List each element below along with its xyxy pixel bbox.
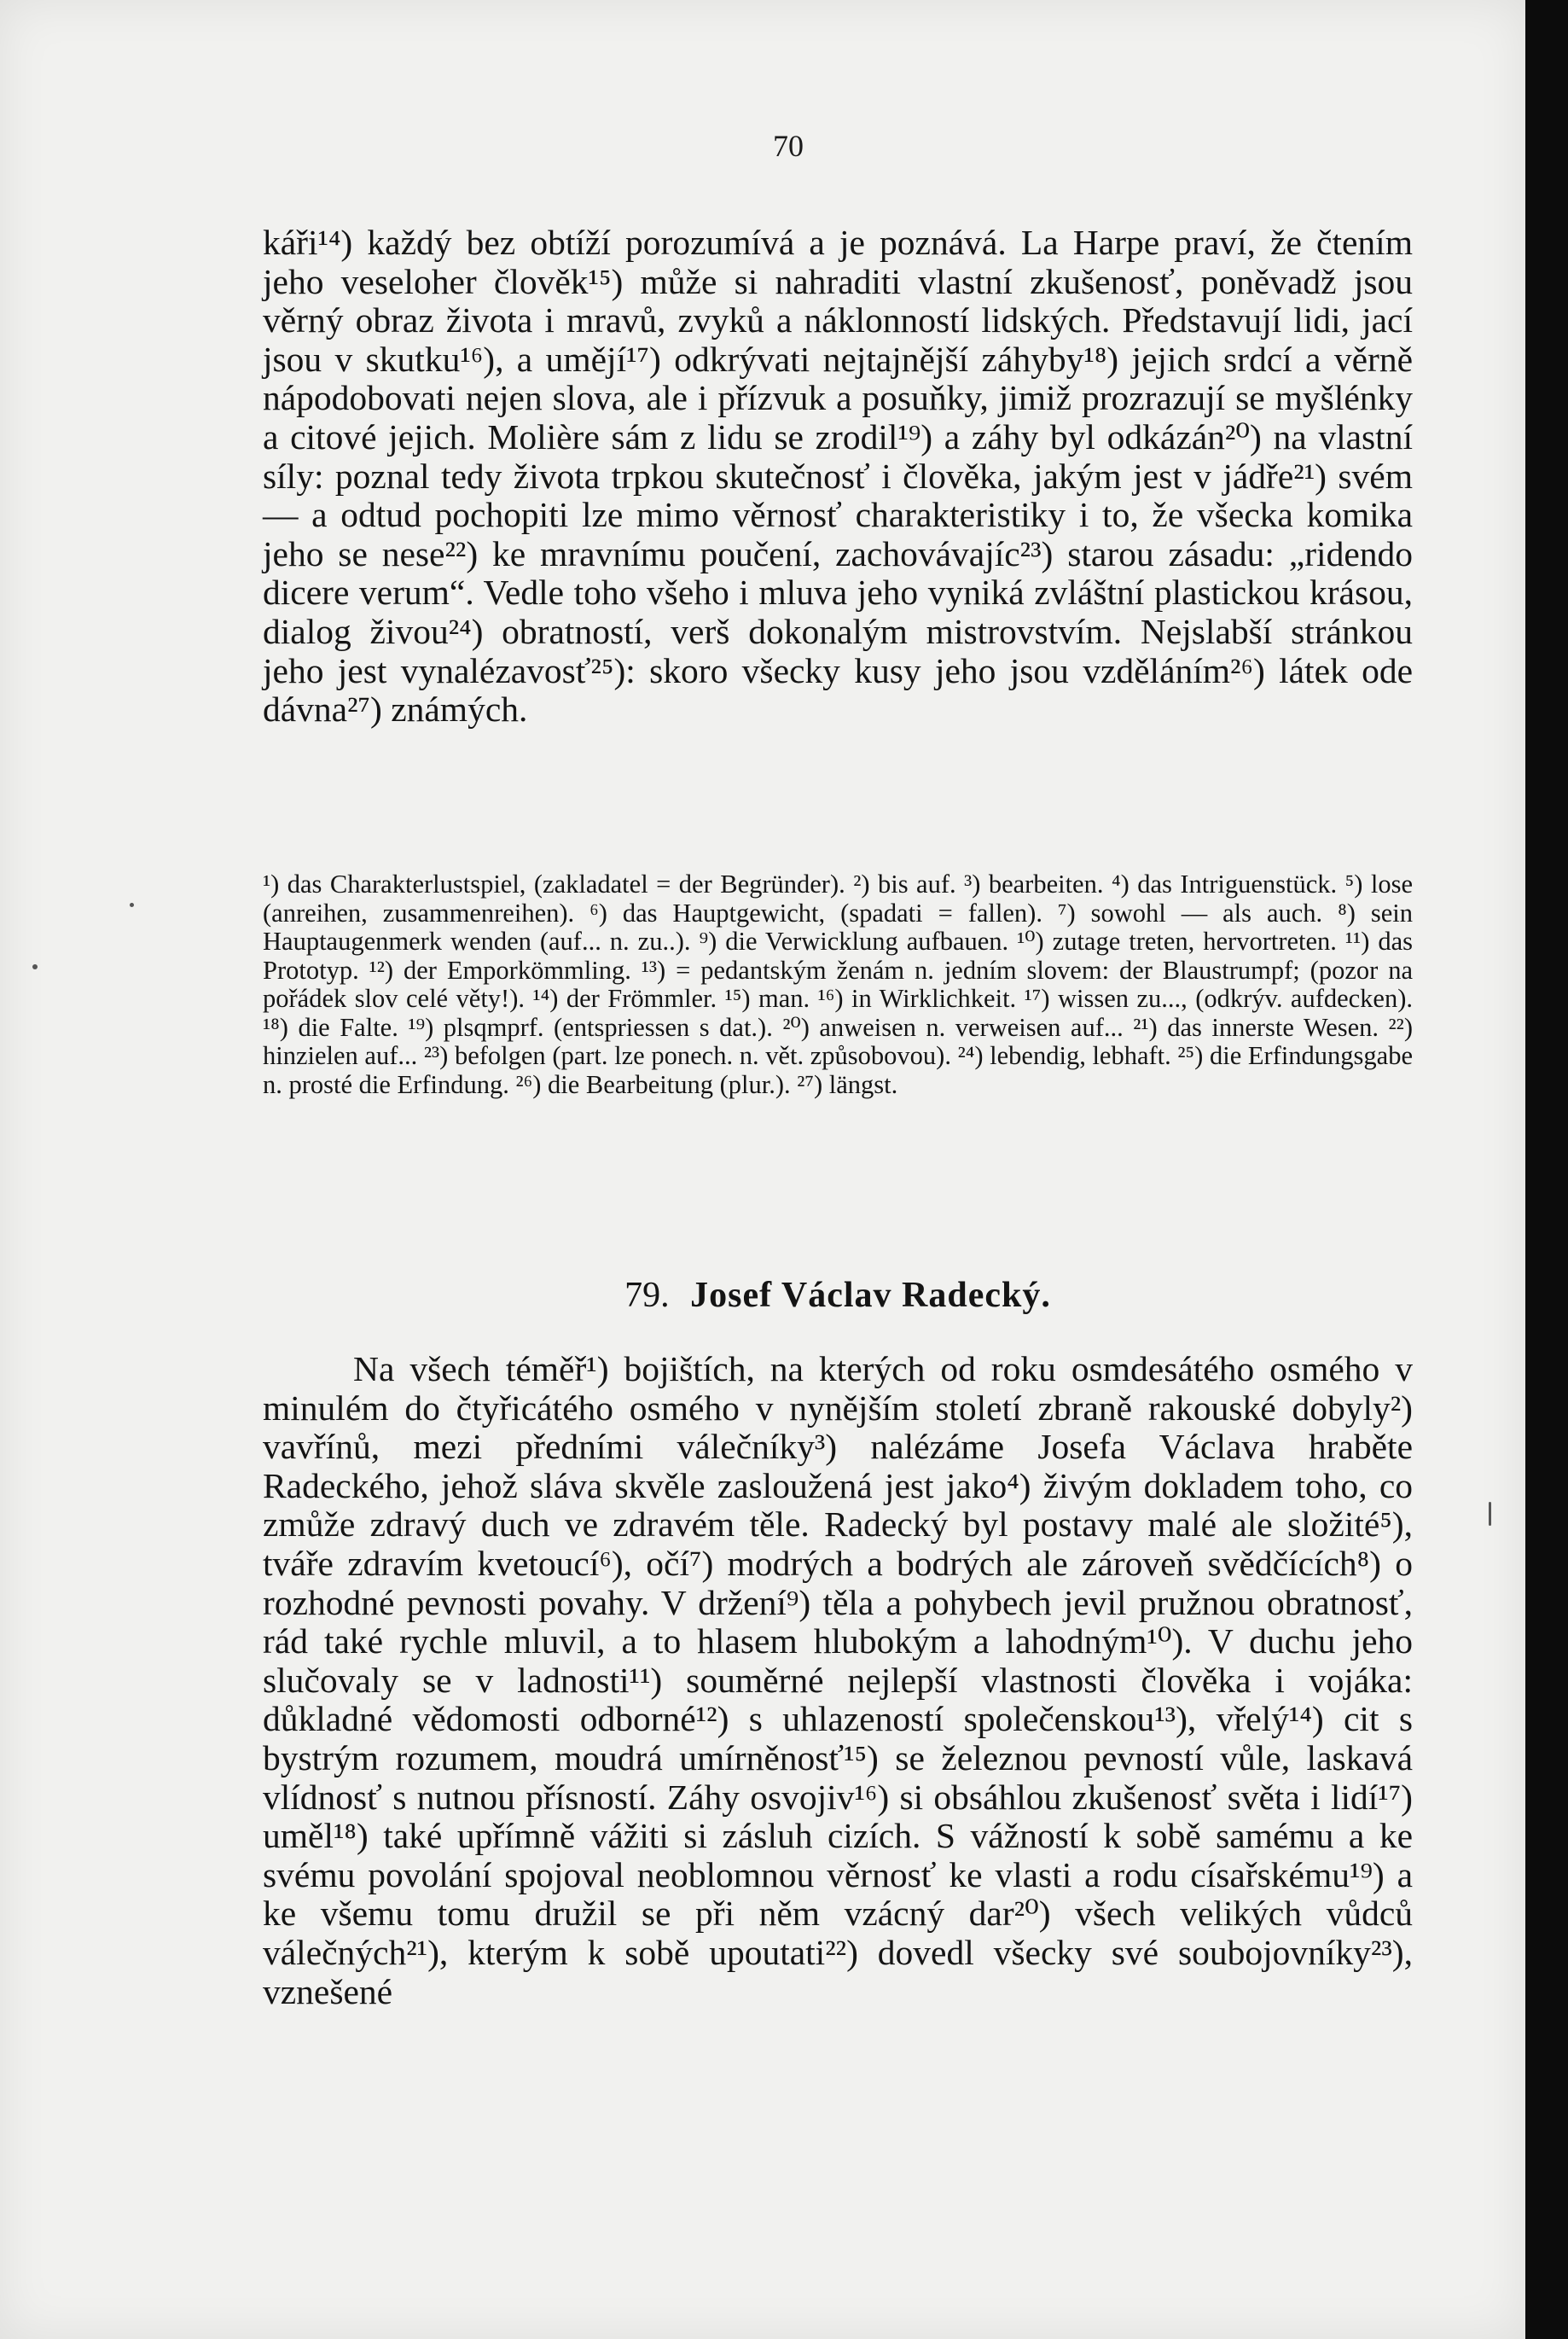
scan-border	[1525, 0, 1568, 2339]
paper-speck	[32, 964, 38, 969]
section-heading	[263, 1275, 1413, 1316]
section-title: Josef Václav Radecký.	[690, 1276, 1051, 1315]
paper-speck	[130, 903, 134, 907]
paper-mark	[1489, 1502, 1491, 1526]
continuation-paragraph	[263, 224, 1413, 730]
section-number: 79.	[624, 1276, 670, 1315]
section-text: Na všech téměř¹) bojištích, na kterých od roku osmdesátého osmého v minulém do čtyřicátého osmého v nynějším století zbraně rakouské dobyly²) vavřínů, mezi předními válečníky³) nalézáme Josefa Václava hraběte Radeckého, jehož sláva skvěle zasloužená jest jako⁴) živým dokladem toho, co zmůže zdravý duch ve zdravém těle. Radecký byl postavy malé ale složité⁵), tváře zdravím kvetoucí⁶), očí⁷) modrých a bodrých ale zároveň svědčících⁸) o rozhodné pevnosti povahy. V držení⁹) těla a pohybech jevil pružnou obratnosť, rád také rychle mluvil, a to hlasem hlubokým a lahodným¹⁰). V duchu jeho slučovaly se v ladnosti¹¹) souměrné nejlepší vlastnosti člověka i vojáka: důkladné vědomosti odborné¹²) s uhlazeností společenskou¹³), vřelý¹⁴) cit s bystrým rozumem, moudrá umírněnosť¹⁵) se železnou pevností vůle, laskavá vlídnosť s nutnou přísností. Záhy osvojiv¹⁶) si obsáhlou zkušenosť světa i lidí¹⁷) uměl¹⁸) také upřímně vážiti si zásluh cizích. S vážností k sobě samému a ke svému povolání spojoval neoblomnou věrnosť ke vlasti a rodu císařskému¹⁹) a ke všemu tomu družil se při něm vzácný dar²⁰) všech velikých vůdců válečných²¹), kterým k sobě upoutati²²) dovedl všecky své soubojovníky²³), vznešené	[263, 1349, 1413, 2011]
footnotes	[263, 870, 1413, 1099]
footnotes-text: ¹) das Charakterlustspiel, (zakladatel = der Begründer). ²) bis auf. ³) bearbeiten. ⁴) das Intriguenstück. ⁵) lose (anreihen, zusammenreihen). ⁶) das Hauptgewicht, (spadati = fallen). ⁷) sowohl — als auch. ⁸) sein Hauptaugenmerk wenden (auf... n. zu..). ⁹) die Verwicklung aufbauen. ¹⁰) zutage treten, hervortreten. ¹¹) das Prototyp. ¹²) der Emporkömmling. ¹³) = pedantským ženám n. jedním slovem: der Blaustrumpf; (pozor na pořádek slov celé věty!). ¹⁴) der Frömmler. ¹⁵) man. ¹⁶) in Wirklichkeit. ¹⁷) wissen zu..., (odkrýv. aufdecken). ¹⁸) die Falte. ¹⁹) plsqmprf. (entspriessen s dat.). ²⁰) anweisen n. verweisen auf... ²¹) das innerste Wesen. ²²) hinzielen auf... ²³) befolgen (part. lze ponech. n. vět. způsobovou). ²⁴) lebendig, lebhaft. ²⁵) die Erfindungsgabe n. prosté die Erfindung. ²⁶) die Bearbeitung (plur.). ²⁷) längst.	[263, 870, 1413, 1099]
page-number: 70	[773, 129, 804, 163]
continuation-text: káři¹⁴) každý bez obtíží porozumívá a je poznává. La Harpe praví, že čtením jeho veseloher člověk¹⁵) může si nahraditi vlastní zkušenosť, poněvadž jsou věrný obraz života i mravů, zvyků a náklonností lidských. Představují lidi, jací jsou v skutku¹⁶), a umějí¹⁷) odkrývati nejtajnější záhyby¹⁸) jejich srdcí a věrně nápodobovati nejen slova, ale i přízvuk a posuňky, jimiž prozrazují se myšlénky a citové jejich. Molière sám z lidu se zrodil¹⁹) a záhy byl odkázán²⁰) na vlastní síly: poznal tedy života trpkou skutečnosť i člověka, jakým jest v jádře²¹) svém — a odtud pochopiti lze mimo věrnosť charakteristiky i to, že všecka komika jeho se nese²²) ke mravnímu poučení, zachovávajíc²³) starou zásadu: „ridendo dicere verum“. Vedle toho všeho i mluva jeho vyniká zvláštní plastickou krásou, dialog živou²⁴) obratností, verš dokonalým mistrovstvím. Nejslabší stránkou jeho jest vynalézavosť²⁵): skoro všecky kusy jeho jsou vzděláním²⁶) látek ode dávna²⁷) známých.	[263, 223, 1413, 730]
section-paragraph	[263, 1350, 1413, 2011]
